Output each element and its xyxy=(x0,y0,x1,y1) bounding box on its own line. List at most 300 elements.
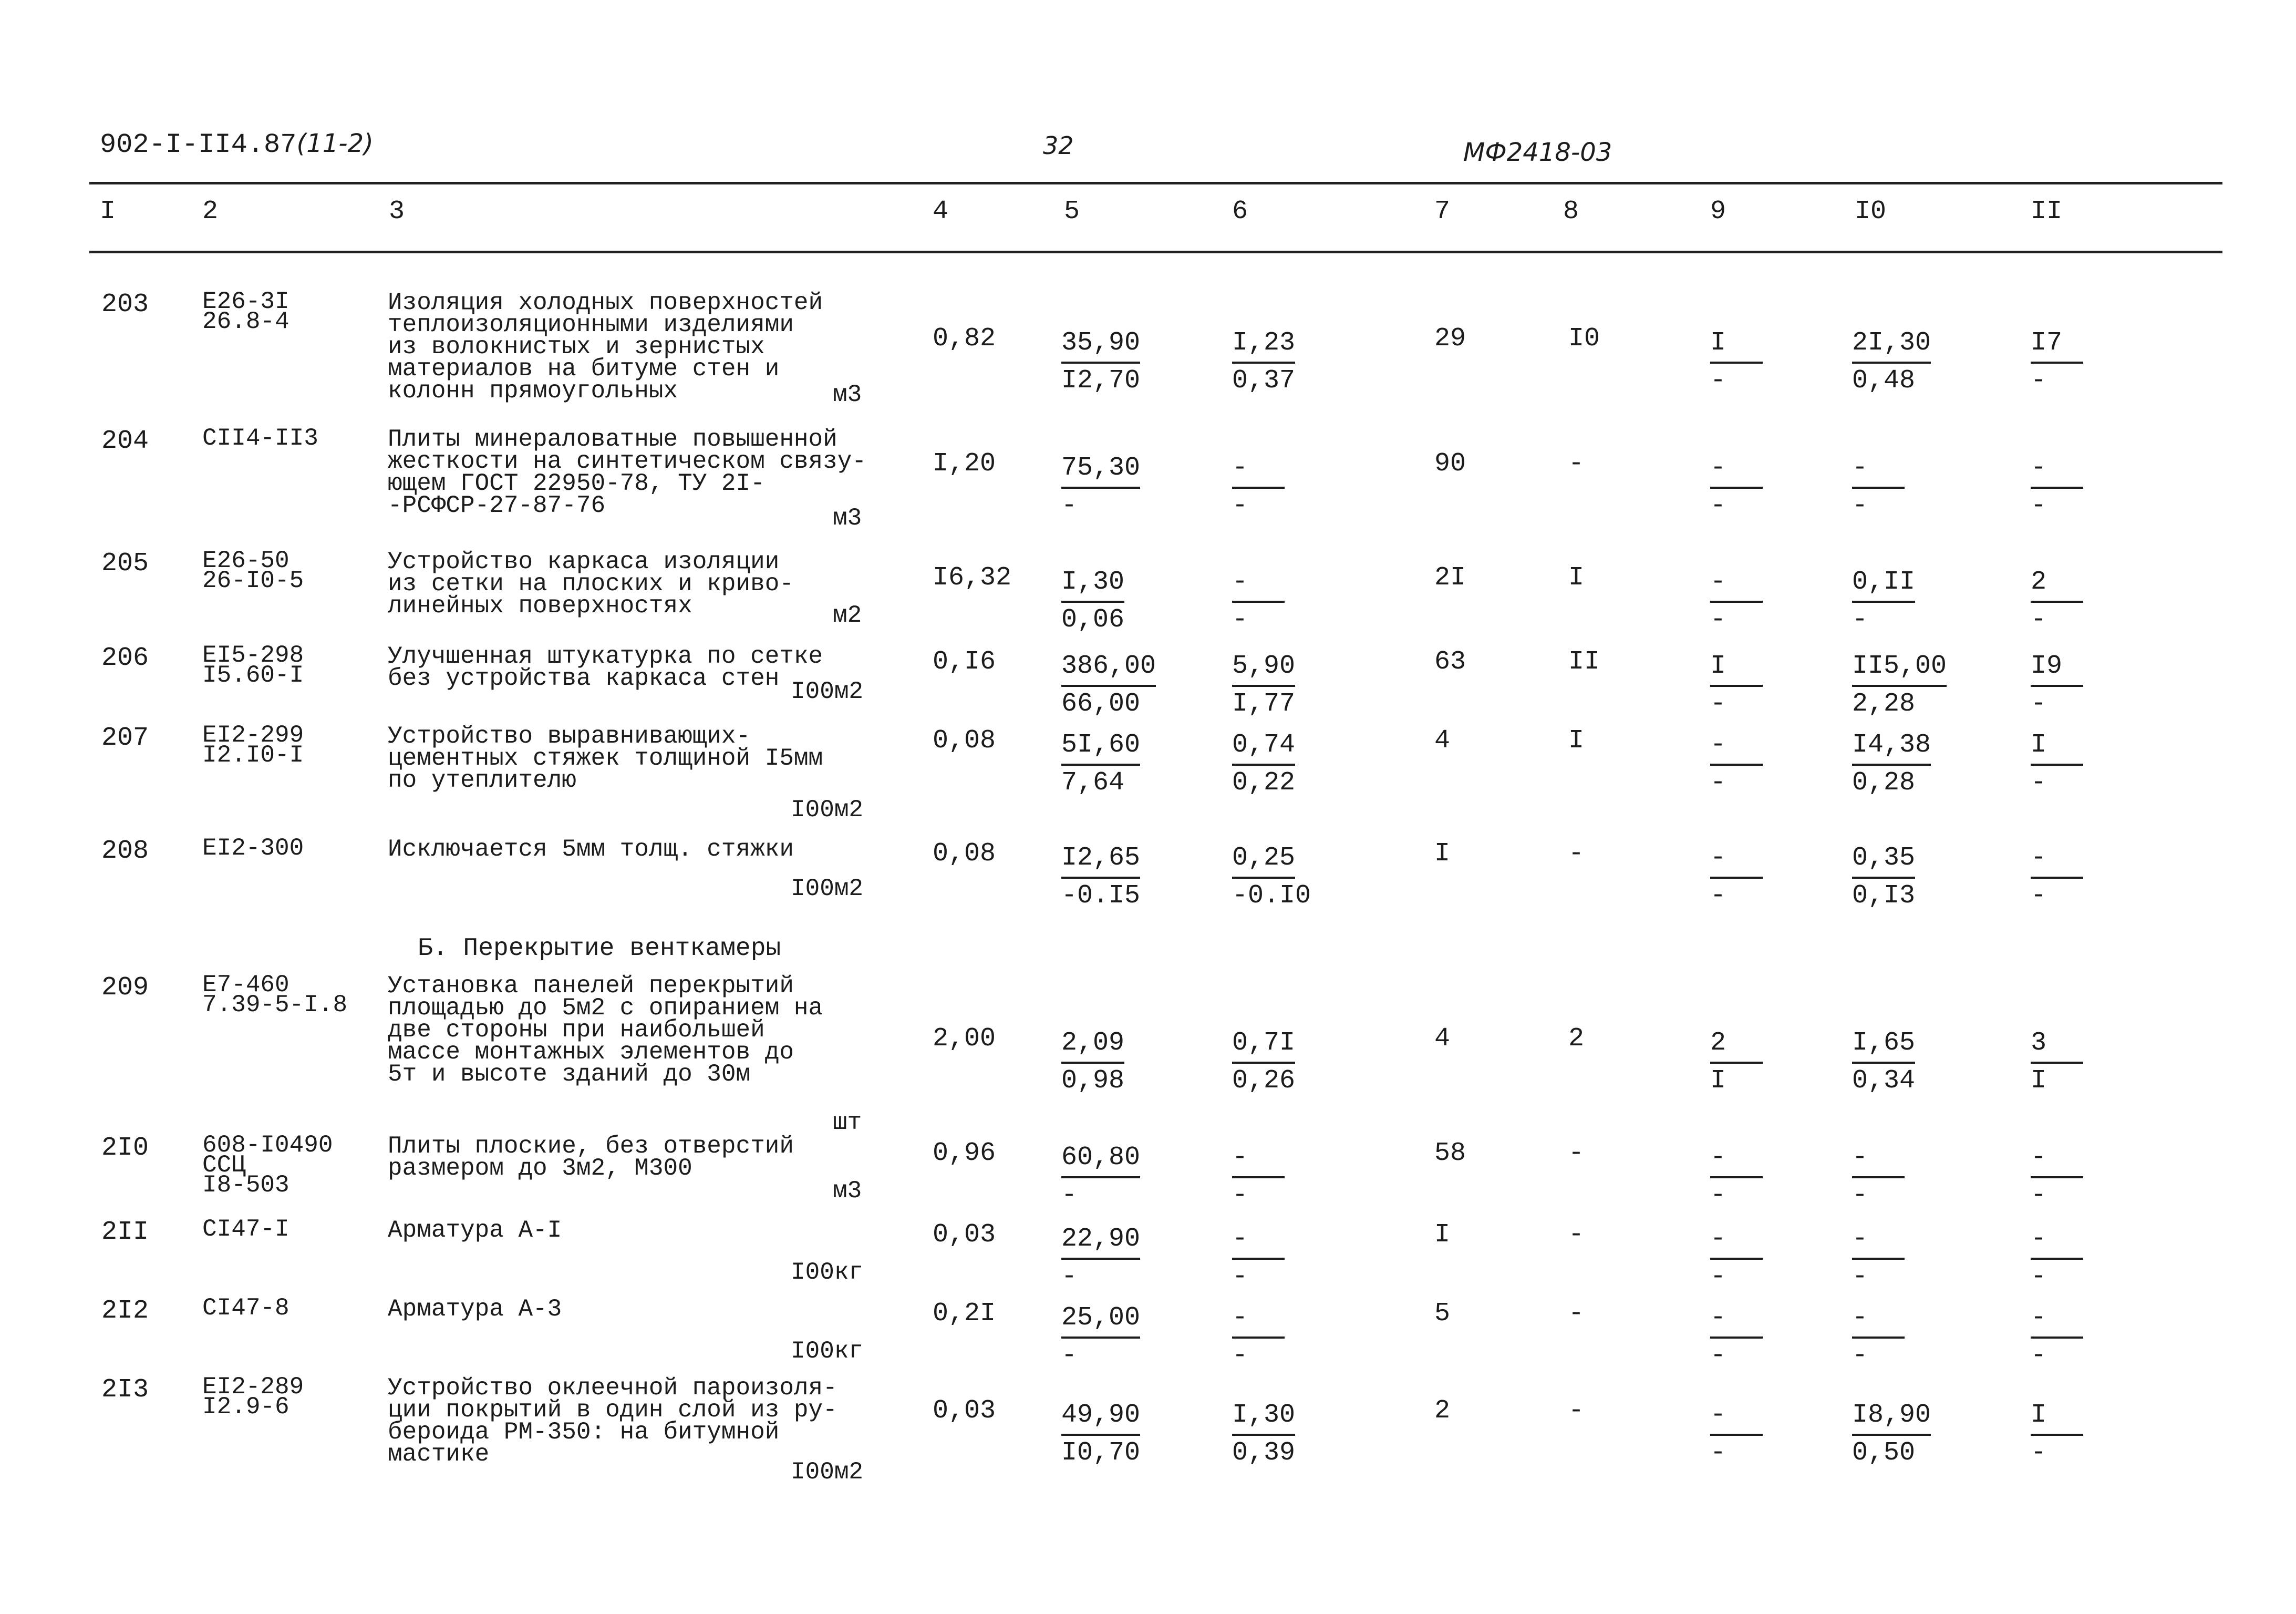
c11-bottom-value: - xyxy=(2031,1341,2047,1371)
c11-bottom-value: - xyxy=(2031,768,2047,798)
fraction-c9 xyxy=(1710,565,1763,638)
code-line: 608-I0490 xyxy=(202,1132,333,1159)
code-line: EI2-299 xyxy=(202,722,304,749)
row-code xyxy=(202,722,304,769)
col7-value: 58 xyxy=(1434,1138,1466,1168)
fraction-c5 xyxy=(1061,1026,1124,1098)
c10-bottom-value: - xyxy=(1852,1341,1868,1371)
column-header-6: 6 xyxy=(1232,197,1248,227)
description-line: из волокнистых и зернистых xyxy=(388,333,765,361)
c5-bottom-value: 66,00 xyxy=(1061,689,1141,719)
table-header-rule xyxy=(89,251,2222,253)
description-line: две стороны при наибольшей xyxy=(388,1016,765,1044)
c10-top-value: - xyxy=(1852,1140,1905,1178)
row-code xyxy=(202,547,304,594)
col8-value: 2 xyxy=(1568,1024,1585,1054)
description-line: Устройство каркаса изоляции xyxy=(388,548,780,575)
c9-top-value: - xyxy=(1710,1301,1763,1339)
fraction-c10 xyxy=(1852,1222,1905,1294)
table-top-rule xyxy=(89,182,2222,184)
row-description xyxy=(388,1133,794,1182)
fraction-c11 xyxy=(2031,1301,2083,1373)
c11-bottom-value: - xyxy=(2031,366,2047,396)
fraction-c6 xyxy=(1232,728,1295,800)
row-unit: I00м2 xyxy=(791,1458,864,1486)
fraction-c5 xyxy=(1061,565,1124,638)
row-number: 2I0 xyxy=(101,1133,149,1163)
fraction-c6 xyxy=(1232,649,1295,722)
c6-bottom-value: - xyxy=(1232,1180,1248,1210)
fraction-c5 xyxy=(1061,728,1140,800)
c5-top-value: 35,90 xyxy=(1061,326,1140,364)
description-line: размером до 3м2, М300 xyxy=(388,1155,692,1182)
row-code xyxy=(202,1373,304,1421)
c11-bottom-value: I xyxy=(2031,1066,2047,1096)
c10-bottom-value: 0,48 xyxy=(1852,366,1916,396)
c5-bottom-value: - xyxy=(1061,1341,1078,1371)
c6-top-value: I,23 xyxy=(1232,326,1295,364)
description-line: мастике xyxy=(388,1441,490,1468)
c11-top-value: I xyxy=(2031,1398,2083,1436)
c9-bottom-value: - xyxy=(1710,1262,1726,1292)
row-quantity: 0,82 xyxy=(933,324,996,354)
col7-value: 90 xyxy=(1434,449,1466,479)
fraction-c10 xyxy=(1852,451,1905,523)
col8-value: - xyxy=(1568,839,1585,869)
c9-bottom-value: - xyxy=(1710,689,1726,719)
description-line: Плиты минераловатные повышенной xyxy=(388,426,837,453)
c6-top-value: - xyxy=(1232,1301,1285,1339)
c6-top-value: I,30 xyxy=(1232,1398,1295,1436)
fraction-c6 xyxy=(1232,1301,1285,1373)
description-line: Улучшенная штукатурка по сетке xyxy=(388,643,823,670)
c6-top-value: - xyxy=(1232,451,1285,489)
c9-top-value: - xyxy=(1710,1398,1763,1436)
fraction-c9 xyxy=(1710,841,1763,913)
c11-top-value: 3 xyxy=(2031,1026,2083,1064)
col7-value: I xyxy=(1434,839,1451,869)
fraction-c10 xyxy=(1852,1140,1905,1213)
row-quantity: I6,32 xyxy=(933,563,1012,593)
description-line: Изоляция холодных поверхностей xyxy=(388,289,823,316)
c5-top-value: 22,90 xyxy=(1061,1222,1140,1260)
code-line: EI2-289 xyxy=(202,1373,304,1401)
fraction-c6 xyxy=(1232,1026,1295,1098)
c5-bottom-value: I2,70 xyxy=(1061,366,1141,396)
c9-top-value: 2 xyxy=(1710,1026,1763,1064)
c10-top-value: 0,II xyxy=(1852,565,1915,603)
c10-bottom-value: 0,28 xyxy=(1852,768,1916,798)
c9-bottom-value: - xyxy=(1710,491,1726,521)
c6-top-value: 5,90 xyxy=(1232,649,1295,687)
c10-bottom-value: 0,34 xyxy=(1852,1066,1916,1096)
row-quantity: I,20 xyxy=(933,449,996,479)
c10-bottom-value: - xyxy=(1852,1262,1868,1292)
col7-value: 63 xyxy=(1434,647,1466,677)
column-header-3: 3 xyxy=(389,197,405,227)
fraction-c11 xyxy=(2031,728,2083,800)
c11-bottom-value: - xyxy=(2031,605,2047,635)
code-line: E7-460 xyxy=(202,971,289,999)
col8-value: I0 xyxy=(1568,324,1600,354)
c6-bottom-value: 0,39 xyxy=(1232,1438,1296,1468)
row-quantity: 0,I6 xyxy=(933,647,996,677)
c11-bottom-value: - xyxy=(2031,689,2047,719)
description-line: по утеплителю xyxy=(388,767,576,794)
document-code-note: (11-2) xyxy=(296,129,374,158)
row-unit: I00м2 xyxy=(791,678,864,705)
c5-top-value: 49,90 xyxy=(1061,1398,1140,1436)
fraction-c11 xyxy=(2031,1222,2083,1294)
c10-bottom-value: 0,I3 xyxy=(1852,881,1916,911)
c6-bottom-value: 0,37 xyxy=(1232,366,1296,396)
column-header-2: 2 xyxy=(202,197,219,227)
description-line: теплоизоляционными изделиями xyxy=(388,311,794,338)
c10-bottom-value: 2,28 xyxy=(1852,689,1916,719)
c11-bottom-value: - xyxy=(2031,1262,2047,1292)
row-quantity: 0,03 xyxy=(933,1220,996,1250)
description-line: линейных поверхностях xyxy=(388,592,692,620)
c5-bottom-value: 7,64 xyxy=(1061,768,1125,798)
col7-value: 5 xyxy=(1434,1299,1451,1329)
c6-top-value: 0,74 xyxy=(1232,728,1295,766)
code-line: E26-50 xyxy=(202,547,289,574)
c6-bottom-value: - xyxy=(1232,1341,1248,1371)
row-description xyxy=(388,428,866,517)
c9-bottom-value: - xyxy=(1710,1341,1726,1371)
description-line: Арматура А-I xyxy=(388,1217,562,1244)
description-line: Устройство выравнивающих- xyxy=(388,723,751,750)
row-code xyxy=(202,288,289,335)
fraction-c11 xyxy=(2031,1026,2083,1098)
code-line: CII4-II3 xyxy=(202,425,318,452)
fraction-c11 xyxy=(2031,649,2083,722)
c9-top-value: I xyxy=(1710,326,1763,364)
c5-top-value: 5I,60 xyxy=(1061,728,1140,766)
c11-top-value: I xyxy=(2031,728,2083,766)
section-heading: Б. Перекрытие венткамеры xyxy=(418,934,781,963)
col7-value: 29 xyxy=(1434,324,1466,354)
row-number: 205 xyxy=(101,549,149,579)
fraction-c11 xyxy=(2031,1398,2083,1471)
code-line: CI47-I xyxy=(202,1216,289,1243)
row-number: 2I2 xyxy=(101,1296,149,1326)
c11-top-value: I9 xyxy=(2031,649,2083,687)
c10-top-value: - xyxy=(1852,451,1905,489)
c5-bottom-value: - xyxy=(1061,1180,1078,1210)
fraction-c10 xyxy=(1852,565,1915,638)
row-unit: м3 xyxy=(833,381,862,408)
column-header-5: 5 xyxy=(1064,197,1080,227)
c6-bottom-value: I,77 xyxy=(1232,689,1296,719)
column-header-9: 9 xyxy=(1710,197,1726,227)
fraction-c10 xyxy=(1852,728,1931,800)
col7-value: 2I xyxy=(1434,563,1466,593)
row-description xyxy=(388,836,794,863)
c11-bottom-value: - xyxy=(2031,491,2047,521)
row-number: 204 xyxy=(101,426,149,456)
c11-top-value: 2 xyxy=(2031,565,2083,603)
fraction-c9 xyxy=(1710,1026,1763,1098)
row-description xyxy=(388,289,823,405)
col8-value: - xyxy=(1568,1299,1585,1329)
c9-top-value: - xyxy=(1710,1140,1763,1178)
fraction-c5 xyxy=(1061,1222,1140,1294)
fraction-c9 xyxy=(1710,649,1763,722)
row-code xyxy=(202,1294,289,1322)
description-line: Плиты плоские, без отверстий xyxy=(388,1133,794,1160)
row-quantity: 0,96 xyxy=(933,1138,996,1168)
row-number: 206 xyxy=(101,643,149,673)
fraction-c11 xyxy=(2031,1140,2083,1213)
row-description xyxy=(388,645,823,690)
column-header-8: 8 xyxy=(1563,197,1579,227)
description-line: Устройство оклеечной пароизоля- xyxy=(388,1374,837,1402)
description-line: жесткости на синтетическом связу- xyxy=(388,448,866,475)
c9-bottom-value: - xyxy=(1710,768,1726,798)
c6-bottom-value: -0.I0 xyxy=(1232,881,1311,911)
description-line: массе монтажных элементов до xyxy=(388,1039,794,1066)
fraction-c5 xyxy=(1061,1398,1140,1471)
code-line: I2.9-6 xyxy=(202,1393,289,1421)
code-line: I2.I0-I xyxy=(202,742,304,769)
description-line: ции покрытий в один слой из ру- xyxy=(388,1396,837,1424)
c10-top-value: - xyxy=(1852,1222,1905,1260)
fraction-c10 xyxy=(1852,1398,1931,1471)
c6-top-value: - xyxy=(1232,1140,1285,1178)
code-line: 26-I0-5 xyxy=(202,567,304,594)
row-code xyxy=(202,642,304,689)
c11-bottom-value: - xyxy=(2031,1438,2047,1468)
c5-bottom-value: - xyxy=(1061,1262,1078,1292)
row-number: 207 xyxy=(101,723,149,753)
fraction-c6 xyxy=(1232,1222,1285,1294)
code-line: EI5-298 xyxy=(202,642,304,669)
c6-top-value: 0,25 xyxy=(1232,841,1295,879)
column-header-10: I0 xyxy=(1855,197,1887,227)
c6-top-value: - xyxy=(1232,1222,1285,1260)
col8-value: I xyxy=(1568,563,1585,593)
row-unit: м2 xyxy=(833,602,862,629)
row-description xyxy=(388,1374,837,1468)
col7-value: I xyxy=(1434,1220,1451,1250)
description-line: из сетки на плоских и криво- xyxy=(388,570,794,598)
c5-bottom-value: - xyxy=(1061,491,1078,521)
col8-value: - xyxy=(1568,1220,1585,1250)
row-description xyxy=(388,548,794,620)
description-line: бероида РМ-350: на битумной xyxy=(388,1418,780,1446)
row-unit: I00м2 xyxy=(791,796,864,824)
description-line: -РСФСР-27-87-76 xyxy=(388,492,606,519)
fraction-c11 xyxy=(2031,841,2083,913)
fraction-c9 xyxy=(1710,451,1763,523)
c5-top-value: 2,09 xyxy=(1061,1026,1124,1064)
c9-top-value: - xyxy=(1710,728,1763,766)
c10-top-value: 2I,30 xyxy=(1852,326,1931,364)
col8-value: - xyxy=(1568,1138,1585,1168)
c5-top-value: 386,00 xyxy=(1061,649,1156,687)
fraction-c6 xyxy=(1232,1398,1295,1471)
row-unit: шт xyxy=(833,1109,862,1136)
fraction-c6 xyxy=(1232,451,1285,523)
code-line: 7.39-5-I.8 xyxy=(202,991,348,1019)
row-description xyxy=(388,723,823,794)
fraction-c5 xyxy=(1061,451,1140,523)
c11-top-value: - xyxy=(2031,1140,2083,1178)
fraction-c11 xyxy=(2031,451,2083,523)
c9-top-value: - xyxy=(1710,565,1763,603)
row-number: 203 xyxy=(101,290,149,320)
c9-bottom-value: - xyxy=(1710,605,1726,635)
c9-top-value: - xyxy=(1710,451,1763,489)
col8-value: II xyxy=(1568,647,1600,677)
c10-top-value: I,65 xyxy=(1852,1026,1915,1064)
c9-top-value: - xyxy=(1710,1222,1763,1260)
c11-bottom-value: - xyxy=(2031,1180,2047,1210)
description-line: цементных стяжек толщиной I5мм xyxy=(388,745,823,772)
c9-bottom-value: - xyxy=(1710,1180,1726,1210)
fraction-c11 xyxy=(2031,565,2083,638)
code-line: E26-3I xyxy=(202,288,289,315)
code-line: I8-503 xyxy=(202,1171,289,1199)
row-number: 2II xyxy=(101,1217,149,1247)
c11-top-value: I7 xyxy=(2031,326,2083,364)
row-unit: I00кг xyxy=(791,1338,864,1365)
c11-bottom-value: - xyxy=(2031,881,2047,911)
c10-top-value: - xyxy=(1852,1301,1905,1339)
fraction-c9 xyxy=(1710,1140,1763,1213)
document-code xyxy=(100,129,374,160)
description-line: 5т и высоте зданий до 30м xyxy=(388,1061,751,1088)
c6-bottom-value: 0,26 xyxy=(1232,1066,1296,1096)
c6-bottom-value: 0,22 xyxy=(1232,768,1296,798)
row-quantity: 2,00 xyxy=(933,1024,996,1054)
row-description xyxy=(388,1217,562,1244)
column-header-1: I xyxy=(100,197,116,227)
c6-bottom-value: - xyxy=(1232,491,1248,521)
column-header-7: 7 xyxy=(1434,197,1451,227)
fraction-c5 xyxy=(1061,326,1140,398)
row-unit: I00м2 xyxy=(791,875,864,902)
row-code xyxy=(202,425,318,452)
document-code-text: 902-I-II4.87 xyxy=(100,129,297,160)
description-line: без устройства каркаса стен xyxy=(388,665,780,692)
row-unit: м3 xyxy=(833,1177,862,1205)
row-quantity: 0,03 xyxy=(933,1396,996,1426)
fraction-c6 xyxy=(1232,1140,1285,1213)
row-code xyxy=(202,971,348,1019)
row-number: 208 xyxy=(101,836,149,866)
code-line: ССЦ xyxy=(202,1152,246,1179)
fraction-c9 xyxy=(1710,326,1763,398)
c11-top-value: - xyxy=(2031,1222,2083,1260)
c10-top-value: I4,38 xyxy=(1852,728,1931,766)
col7-value: 4 xyxy=(1434,1024,1451,1054)
column-header-11: II xyxy=(2031,197,2063,227)
c11-top-value: - xyxy=(2031,451,2083,489)
fraction-c6 xyxy=(1232,326,1295,398)
code-line: CI47-8 xyxy=(202,1294,289,1322)
c9-bottom-value: - xyxy=(1710,366,1726,396)
c5-bottom-value: 0,06 xyxy=(1061,605,1125,635)
fraction-c9 xyxy=(1710,1398,1763,1471)
c5-top-value: 60,80 xyxy=(1061,1140,1140,1178)
form-code: МФ2418-03 xyxy=(1463,138,1612,167)
row-code xyxy=(202,1132,333,1199)
c6-top-value: 0,7I xyxy=(1232,1026,1295,1064)
row-quantity: 0,08 xyxy=(933,726,996,756)
fraction-c6 xyxy=(1232,565,1285,638)
code-line: 26.8-4 xyxy=(202,308,289,335)
c6-bottom-value: - xyxy=(1232,605,1248,635)
c9-bottom-value: I xyxy=(1710,1066,1726,1096)
row-code xyxy=(202,835,304,862)
description-line: Исключается 5мм толщ. стяжки xyxy=(388,836,794,863)
fraction-c5 xyxy=(1061,649,1156,722)
fraction-c5 xyxy=(1061,1301,1140,1373)
fraction-c5 xyxy=(1061,841,1140,913)
fraction-c5 xyxy=(1061,1140,1140,1213)
page-number: 32 xyxy=(1043,131,1074,160)
row-number: 209 xyxy=(101,973,149,1003)
c9-top-value: I xyxy=(1710,649,1763,687)
c10-bottom-value: - xyxy=(1852,605,1868,635)
fraction-c9 xyxy=(1710,1222,1763,1294)
c5-bottom-value: 0,98 xyxy=(1061,1066,1125,1096)
row-description xyxy=(388,972,823,1088)
fraction-c9 xyxy=(1710,728,1763,800)
row-quantity: 0,2I xyxy=(933,1299,996,1329)
fraction-c11 xyxy=(2031,326,2083,398)
fraction-c10 xyxy=(1852,841,1915,913)
fraction-c10 xyxy=(1852,326,1931,398)
fraction-c10 xyxy=(1852,649,1947,722)
description-line: площадью до 5м2 с опиранием на xyxy=(388,994,823,1022)
c5-bottom-value: -0.I5 xyxy=(1061,881,1141,911)
description-line: материалов на битуме стен и xyxy=(388,355,780,383)
fraction-c10 xyxy=(1852,1026,1915,1098)
description-line: Арматура А-3 xyxy=(388,1296,562,1323)
row-unit: м3 xyxy=(833,505,862,532)
c5-top-value: 75,30 xyxy=(1061,451,1140,489)
c5-top-value: 25,00 xyxy=(1061,1301,1140,1339)
c10-bottom-value: 0,50 xyxy=(1852,1438,1916,1468)
col8-value: I xyxy=(1568,726,1585,756)
c6-bottom-value: - xyxy=(1232,1262,1248,1292)
c10-bottom-value: - xyxy=(1852,491,1868,521)
col7-value: 4 xyxy=(1434,726,1451,756)
row-unit: I00кг xyxy=(791,1259,864,1286)
fraction-c10 xyxy=(1852,1301,1905,1373)
c5-bottom-value: I0,70 xyxy=(1061,1438,1141,1468)
c11-top-value: - xyxy=(2031,1301,2083,1339)
c5-top-value: I2,65 xyxy=(1061,841,1140,879)
col8-value: - xyxy=(1568,449,1585,479)
row-quantity: 0,08 xyxy=(933,839,996,869)
row-code xyxy=(202,1216,289,1243)
description-line: ющем ГОСТ 22950-78, ТУ 2I- xyxy=(388,470,765,497)
c9-bottom-value: - xyxy=(1710,1438,1726,1468)
row-description xyxy=(388,1296,562,1323)
c9-top-value: - xyxy=(1710,841,1763,879)
row-number: 2I3 xyxy=(101,1375,149,1405)
c10-top-value: I8,90 xyxy=(1852,1398,1931,1436)
code-line: EI2-300 xyxy=(202,835,304,862)
col8-value: - xyxy=(1568,1396,1585,1426)
fraction-c6 xyxy=(1232,841,1311,913)
c5-top-value: I,30 xyxy=(1061,565,1124,603)
col7-value: 2 xyxy=(1434,1396,1451,1426)
